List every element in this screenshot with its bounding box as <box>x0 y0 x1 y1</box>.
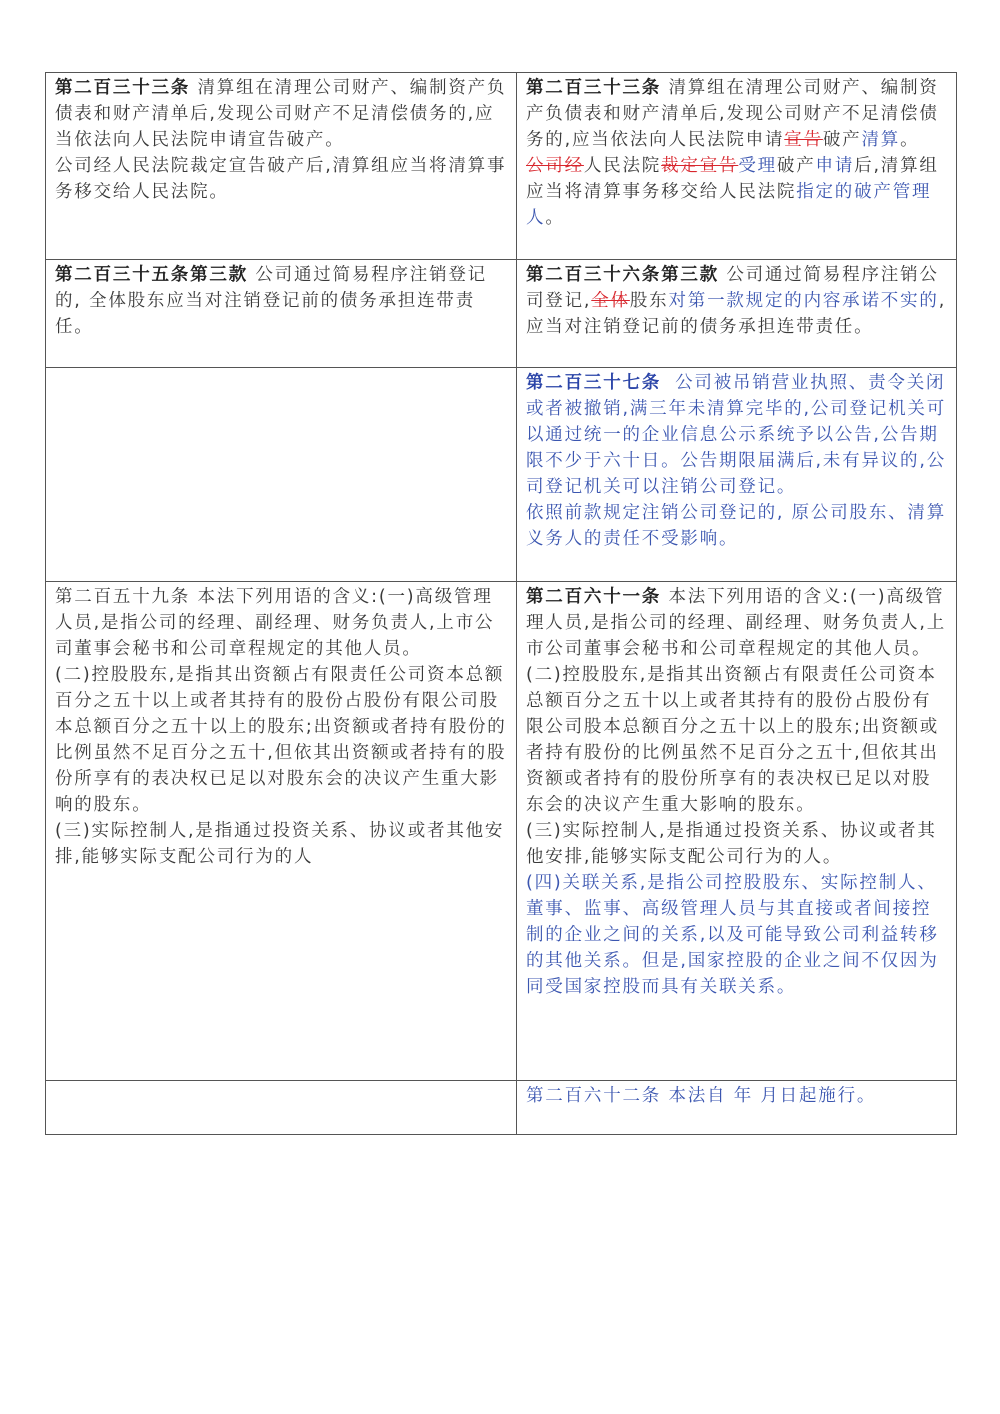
article-heading: 第二百三十七条 <box>526 373 662 393</box>
inserted-text: 对第一款规定的内容承诺不实的 <box>668 291 939 311</box>
inserted-text: (四)关联关系,是指公司控股股东、实际控制人、董事、监事、高级管理人员与其直接或者间接控制的企业之间的关系,以及可能导致公司利益转移的其他关系。但是,国家控股的企业之间不仅因为同受国家控股而具有关联关系。 <box>526 873 939 997</box>
article-text: 公司通过简易程序注销登记的, 全体股东应当对注销登记前的债务承担连带责任。 <box>55 265 487 337</box>
article-text: 本法下列用语的含义:(一)高级管理人员,是指公司的经理、副经理、财务负责人,上市公司董事会秘书和公司章程规定的其他人员。 <box>55 587 495 659</box>
article-heading: 第二百五十九条 <box>55 587 191 607</box>
paragraph <box>526 153 948 231</box>
old-text-cell <box>46 260 517 368</box>
deleted-text: 裁定宣告 <box>661 156 739 176</box>
inserted-text: 清算 <box>861 130 901 150</box>
paragraph: (三)实际控制人,是指通过投资关系、协议或者其他安排,能够实际支配公司行为的人 <box>55 821 505 867</box>
table-row <box>46 73 957 260</box>
paragraph <box>55 262 508 340</box>
table-row <box>46 260 957 368</box>
article-heading: 第二百六十一条 <box>526 587 662 607</box>
paragraph: 公司经人民法院裁定宣告破产后,清算组应当将清算事务移交给人民法院。 <box>55 156 507 202</box>
new-text-cell <box>517 368 957 582</box>
inserted-text: 指定的破产管理人 <box>526 182 932 228</box>
comparison-table <box>45 72 957 1135</box>
paragraph: (二)控股股东,是指其出资额占有限责任公司资本总额百分之五十以上或者其持有的股份占股份有限公司股本总额百分之五十以上的股东;出资额或者持有股份的比例虽然不足百分之五十,但依其出资额或者持有的股份所享有的表决权已足以对股东会的决议产生重大影响的股东。 <box>55 665 507 815</box>
paragraph <box>526 584 948 662</box>
article-text: 。 <box>545 208 565 228</box>
paragraph <box>526 370 948 500</box>
article-heading: 第二百三十六条第三款 <box>526 265 719 285</box>
deleted-text: 公司经 <box>526 156 584 176</box>
deleted-text: 宣告 <box>784 130 823 150</box>
article-text: 后,清算组应当将清算事务移交给人民法院 <box>526 156 939 202</box>
new-text-cell <box>517 582 957 1081</box>
article-heading: 第二百三十三条 <box>55 78 191 98</box>
new-text-cell <box>517 1081 957 1135</box>
article-text: 公司通过简易程序注销公司登记, <box>526 265 939 311</box>
article-text: 破产 <box>822 130 862 150</box>
old-text-cell <box>46 582 517 1081</box>
new-text-cell <box>517 260 957 368</box>
article-heading: 第二百三十三条 <box>526 78 662 98</box>
paragraph: (三)实际控制人,是指通过投资关系、协议或者其他安排,能够实际支配公司行为的人。 <box>526 821 937 867</box>
article-text: 股东 <box>629 291 669 311</box>
article-heading: 第二百三十五条第三款 <box>55 265 248 285</box>
new-text-cell <box>517 73 957 260</box>
deleted-text: 全体 <box>591 291 630 311</box>
paragraph <box>55 75 508 153</box>
inserted-text: 受理 <box>738 156 777 176</box>
table-row <box>46 1081 957 1135</box>
old-text-cell-empty <box>46 368 517 582</box>
table-row <box>46 368 957 582</box>
table-row <box>46 582 957 1081</box>
article-text: 破产 <box>776 156 816 176</box>
article-text: 清算组在清理公司财产、编制资产负债表和财产清单后,发现公司财产不足清偿债务的,应当依法向人民法院申请宣告破产。 <box>55 78 507 150</box>
article-text: ,应当对注销登记前的债务承担连带责任。 <box>526 291 947 337</box>
old-text-cell <box>46 73 517 260</box>
inserted-text: 依照前款规定注销公司登记的, 原公司股东、清算义务人的责任不受影响。 <box>526 503 947 549</box>
article-text: 本法下列用语的含义:(一)高级管理人员,是指公司的经理、副经理、财务负责人,上市公司董事会秘书和公司章程规定的其他人员。 <box>526 587 947 659</box>
paragraph <box>55 584 508 662</box>
paragraph <box>526 262 948 340</box>
inserted-text: 申请 <box>815 156 855 176</box>
inserted-text: 第二百六十二条 本法自 年 月日起施行。 <box>526 1086 877 1106</box>
paragraph <box>526 75 948 153</box>
article-text: 人民法院 <box>583 156 662 176</box>
article-text: 。 <box>900 130 920 150</box>
paragraph: (二)控股股东,是指其出资额占有限责任公司资本总额百分之五十以上或者其持有的股份占股份有限公司股本总额百分之五十以上的股东;出资额或者持有股份的比例虽然不足百分之五十,但依其出资额或者持有的股份所享有的表决权已足以对股东会的决议产生重大影响的股东。 <box>526 665 939 815</box>
inserted-text: 公司被吊销营业执照、责令关闭或者被撤销,满三年未清算完毕的,公司登记机关可以通过统一的企业信息公示系统予以公告,公告期限不少于六十日。公告期限届满后,未有异议的,公司登记机关可以注销公司登记。 <box>526 373 947 497</box>
article-text: 清算组在清理公司财产、编制资产负债表和财产清单后,发现公司财产不足清偿债务的,应当依法向人民法院申请 <box>526 78 939 150</box>
old-text-cell-empty <box>46 1081 517 1135</box>
